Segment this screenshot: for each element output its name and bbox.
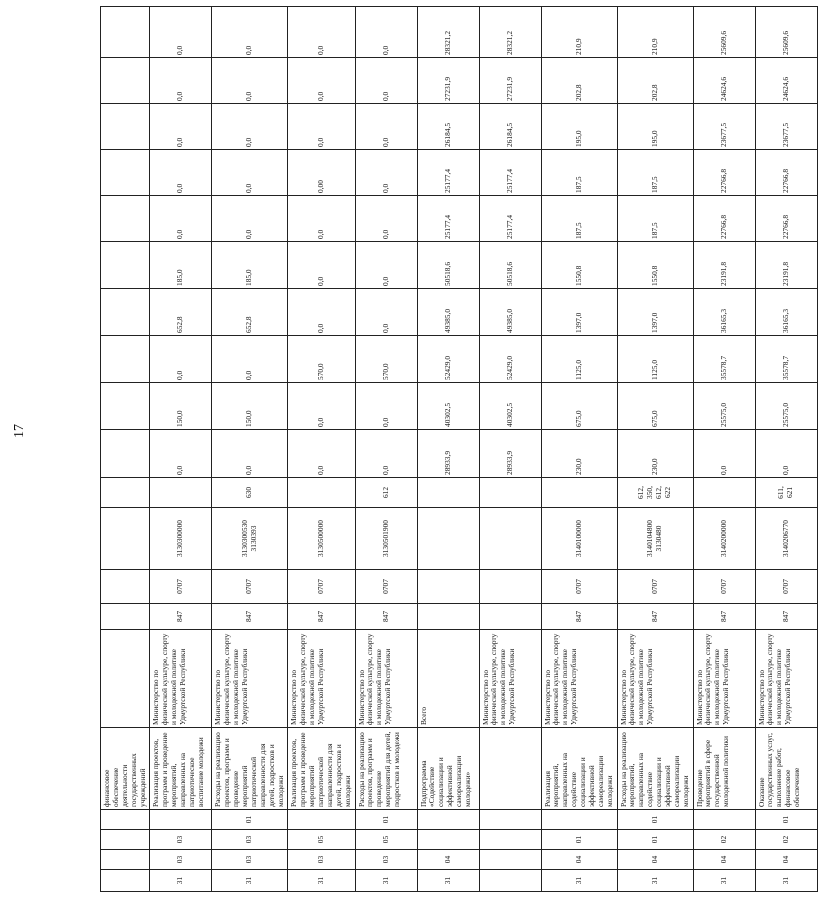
table-row [617,7,693,892]
table-cell: 652,8 [212,289,288,336]
table-cell: Оказание государственных услуг, выполнение работ, финансовое обеспечение [755,728,817,810]
cell [101,383,150,430]
table-cell: Министерство по физической культуре, спорту и молодежной политике Удмуртской Республики [355,630,417,728]
table-cell: 01 [617,830,693,850]
table-cell: 0,0 [355,242,417,289]
table-cell: Министерство по физической культуре, спорту и молодежной политике Удмуртской Республики [288,630,355,728]
table-cell: 25177,4 [417,196,479,242]
table-cell: 25609,6 [755,7,817,58]
cell [101,196,150,242]
table-cell: 0,0 [212,104,288,150]
table-cell: 3130501900 [355,508,417,570]
table-cell: 25177,4 [417,150,479,196]
table-cell: 1125,0 [541,336,617,383]
table-cell: 04 [417,850,479,870]
table-cell: 187,5 [541,150,617,196]
table-cell: 3140100000 [541,508,617,570]
cell [101,7,150,58]
table-cell: 612 [355,478,417,508]
cell [101,630,150,728]
table-cell: 3140104800 3130480 [617,508,693,570]
table-cell: 01 [355,810,417,830]
table-cell: 570,0 [288,336,355,383]
table-cell [541,810,617,830]
cell [101,830,150,850]
table-cell: 0,0 [355,7,417,58]
table-cell: 0,0 [355,196,417,242]
table-cell: 1397,0 [541,289,617,336]
table-cell: Министерство по физической культуре, спорту и молодежной политике Удмуртской Республики [755,630,817,728]
table-cell: 0,0 [288,7,355,58]
header-cell: финансовое обеспечение деятельности государственных учреждений [101,728,150,810]
table-row [212,7,288,892]
table-row [541,7,617,892]
table-cell: 150,0 [150,383,212,430]
table-cell: 24624,6 [755,58,817,104]
header-row [101,7,150,892]
table-cell: 847 [755,604,817,630]
table-cell: 0,0 [212,430,288,478]
table-row [150,7,212,892]
table-cell: 0,0 [288,58,355,104]
table-cell: 22766,8 [755,196,817,242]
table-cell: 04 [693,850,755,870]
table-cell [541,478,617,508]
table-cell: 26184,5 [479,104,541,150]
table-cell: 187,5 [541,196,617,242]
table-cell: 0,0 [150,430,212,478]
table-cell: 22766,8 [693,150,755,196]
table-cell: 23191,8 [693,242,755,289]
table-cell [288,810,355,830]
cell [101,508,150,570]
table-cell: 0,0 [212,196,288,242]
table-cell: 52429,0 [479,336,541,383]
table-cell [693,478,755,508]
table-cell: 0,0 [150,196,212,242]
table-cell [150,478,212,508]
table-cell: 03 [150,850,212,870]
table-row [355,7,417,892]
table-cell: 04 [617,850,693,870]
table-cell: Министерство по физической культуре, спорту и молодежной политике Удмуртской Республики [541,630,617,728]
table-cell: 05 [288,830,355,850]
table-cell: 0,0 [288,383,355,430]
table-cell: 0,0 [150,58,212,104]
table-cell: 185,0 [150,242,212,289]
table-cell: 35578,7 [755,336,817,383]
table-cell: 195,0 [617,104,693,150]
table-cell: 0707 [355,570,417,604]
table-cell: Министерство по физической культуре, спорту и молодежной политике Удмуртской Республики [693,630,755,728]
table-cell: 0,0 [755,430,817,478]
table-row [755,7,817,892]
table-cell: 187,5 [617,150,693,196]
table-cell: 847 [617,604,693,630]
cell [101,810,150,830]
table-cell [417,604,479,630]
table-cell: 0,0 [212,7,288,58]
table-cell [479,830,541,850]
table-cell: Расходы на реализацию проектов, программ и проведение мероприятий для детей, подростков и молодежи [355,728,417,810]
cell [101,58,150,104]
table-cell [417,478,479,508]
table-cell: 28321,2 [479,7,541,58]
page-number: 17 [12,424,27,438]
table-cell: 847 [355,604,417,630]
table-cell: 0,0 [288,430,355,478]
table-cell: 23191,8 [755,242,817,289]
table-cell: 0,00 [288,150,355,196]
table-cell: 03 [288,850,355,870]
table-cell: 36165,3 [693,289,755,336]
table-cell: 23677,5 [693,104,755,150]
table-cell: 1125,0 [617,336,693,383]
table-cell: 28933,9 [417,430,479,478]
table-cell: 31 [541,870,617,892]
cell [101,850,150,870]
table-row [288,7,355,892]
cell [101,570,150,604]
table-cell: Проведение мероприятий в сфере государственной молодежной политики [693,728,755,810]
table-cell: 611, 621 [755,478,817,508]
table-cell: Министерство по физической культуре, спорту и молодежной политике Удмуртской Республики [150,630,212,728]
table-cell: 01 [617,810,693,830]
table-cell [288,478,355,508]
table-cell [479,570,541,604]
table-cell: 28933,9 [479,430,541,478]
table-cell: 652,8 [150,289,212,336]
table-cell: 0,0 [288,104,355,150]
cell [101,870,150,892]
table-cell: 0,0 [150,150,212,196]
table-cell: 22766,8 [693,196,755,242]
table-cell: 02 [755,830,817,850]
table-cell: Подпрограмма «Содействие социализации и эффективной самореализации молодежи» [417,728,479,810]
table-cell: 570,0 [355,336,417,383]
table-cell [479,850,541,870]
table-cell: 49385,0 [417,289,479,336]
table-cell: 3130500000 [288,508,355,570]
table-cell: 0,0 [212,150,288,196]
table-cell: 04 [541,850,617,870]
table-cell: 01 [541,830,617,850]
table-cell: 0707 [150,570,212,604]
table-cell: 31 [288,870,355,892]
table-cell: 0,0 [288,242,355,289]
cell [101,104,150,150]
table-cell [417,810,479,830]
table-cell: 0,0 [693,430,755,478]
table-cell: 210,9 [617,7,693,58]
cell [101,430,150,478]
table-cell: 185,0 [212,242,288,289]
table-row [479,7,541,892]
table-cell: 04 [755,850,817,870]
table-cell: Расходы на реализацию проектов, программ и проведение мероприятий патриотической направленности для детей, подростков и молодежи [212,728,288,810]
table-cell: 612, 350, 612, 622 [617,478,693,508]
table-cell: 230,0 [541,430,617,478]
cell [101,604,150,630]
table-cell: 0,0 [355,150,417,196]
table-cell: 31 [355,870,417,892]
table-cell: 630 [212,478,288,508]
table-cell: 0,0 [150,104,212,150]
table-cell: 0,0 [212,336,288,383]
table-cell: 0,0 [288,196,355,242]
table-cell: 50518,6 [479,242,541,289]
table-cell: 847 [288,604,355,630]
table-cell [417,830,479,850]
table-cell: 31 [693,870,755,892]
table-cell: 0707 [288,570,355,604]
table-cell: 03 [212,850,288,870]
table-cell: 35578,7 [693,336,755,383]
table-cell [479,604,541,630]
table-cell: 31 [755,870,817,892]
table-cell: 0,0 [150,336,212,383]
table-cell: 0707 [693,570,755,604]
table-row [417,7,479,892]
table-cell: 0,0 [288,289,355,336]
table-cell: 49385,0 [479,289,541,336]
table-cell: 3140206770 [755,508,817,570]
table-cell: 25609,6 [693,7,755,58]
table-cell: 23677,5 [755,104,817,150]
table-cell: 40302,5 [479,383,541,430]
table-cell: 210,9 [541,7,617,58]
table-cell: 03 [150,830,212,850]
table-cell [479,728,541,810]
table-cell: 31 [150,870,212,892]
table-cell: Реализация мероприятий, направленных на содействие социализации и эффективной самореализации молодежи [541,728,617,810]
table-cell: Реализация проектов, программ и проведение мероприятий, направленных на патриотическое воспитание молодежи [150,728,212,810]
cell [101,242,150,289]
table-cell: 0707 [617,570,693,604]
table-cell: 847 [693,604,755,630]
table-cell [150,810,212,830]
cell [101,289,150,336]
table-cell: 3130300000 [150,508,212,570]
table-cell: 36165,3 [755,289,817,336]
table-cell: 26184,5 [417,104,479,150]
table-cell [693,810,755,830]
table-cell: 675,0 [617,383,693,430]
table-cell: 0,0 [355,58,417,104]
table-cell: 27231,9 [417,58,479,104]
cell [101,150,150,196]
table-cell: Министерство по физической культуре, спорту и молодежной политике Удмуртской Республики [617,630,693,728]
table-cell: 52429,0 [417,336,479,383]
table-cell: 0707 [755,570,817,604]
table-cell: 847 [541,604,617,630]
table-cell: 28321,2 [417,7,479,58]
table-cell: 230,0 [617,430,693,478]
table-cell: 22766,8 [755,150,817,196]
table-cell: 3130300530 3130393 [212,508,288,570]
cell [101,336,150,383]
table-cell: 0,0 [355,383,417,430]
table-cell: 202,8 [617,58,693,104]
table-cell: 0707 [212,570,288,604]
table-cell: 31 [212,870,288,892]
table-cell: 27231,9 [479,58,541,104]
table-cell [417,508,479,570]
table-cell: 05 [355,830,417,850]
table-cell: 25177,4 [479,150,541,196]
table-cell: 02 [693,830,755,850]
table-cell: 0,0 [355,104,417,150]
table-cell: 03 [355,850,417,870]
table-cell: 1550,8 [541,242,617,289]
table-cell: 03 [212,830,288,850]
table-cell: 50518,6 [417,242,479,289]
table-cell [417,570,479,604]
table-cell: Министерство по физической культуре, спорту и молодежной политике Удмуртской Республики [479,630,541,728]
table-cell: Реализация проектов, программ и проведение мероприятий патриотической направленности для детей, подростков и молодежи [288,728,355,810]
table-cell: 675,0 [541,383,617,430]
table-cell [479,810,541,830]
table-cell [479,478,541,508]
table-cell [479,870,541,892]
table-cell: 0,0 [355,430,417,478]
table-cell: 150,0 [212,383,288,430]
table-cell: Министерство по физической культуре, спорту и молодежной политике Удмуртской Республики [212,630,288,728]
table-cell: 0,0 [355,289,417,336]
table-cell: 01 [755,810,817,830]
table-cell: 202,8 [541,58,617,104]
table-cell: 31 [617,870,693,892]
rotated-table-wrapper [100,7,801,892]
table-cell: 847 [150,604,212,630]
table-cell: 1397,0 [617,289,693,336]
table-cell: 0,0 [212,58,288,104]
table-cell: 195,0 [541,104,617,150]
table-cell: 25177,4 [479,196,541,242]
cell [101,478,150,508]
table-cell [479,508,541,570]
table-cell: 40302,5 [417,383,479,430]
table-cell: 1550,8 [617,242,693,289]
table-cell: 3140200000 [693,508,755,570]
table-cell: 31 [417,870,479,892]
table-cell: 01 [212,810,288,830]
table-cell: 25575,0 [755,383,817,430]
table-cell: 25575,0 [693,383,755,430]
table-cell: Всего [417,630,479,728]
table-cell: 187,5 [617,196,693,242]
table-cell: Расходы на реализацию мероприятий, направленных на содействие социализации и эффективной самореализации молодежи [617,728,693,810]
table-cell: 0707 [541,570,617,604]
budget-table [100,6,818,892]
table-cell: 847 [212,604,288,630]
table-cell: 24624,6 [693,58,755,104]
table-row [693,7,755,892]
table-cell: 0,0 [150,7,212,58]
